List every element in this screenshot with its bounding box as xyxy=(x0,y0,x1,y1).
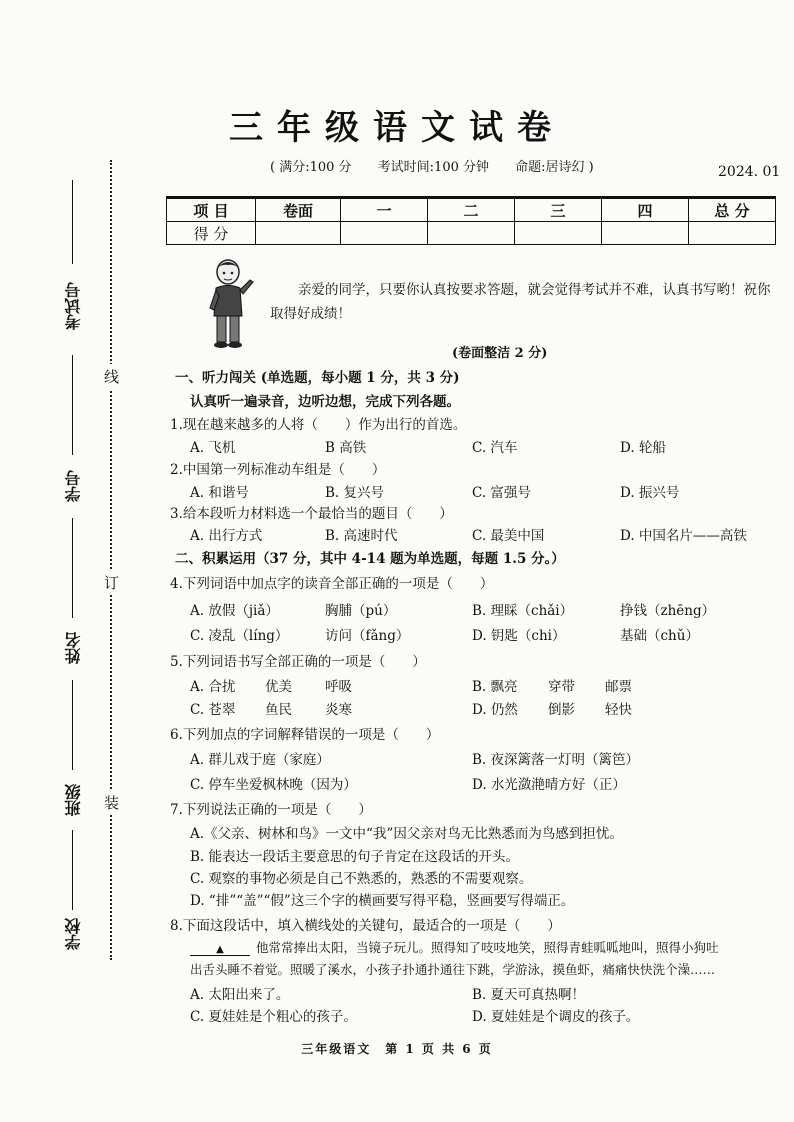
q3-option-a[interactable]: A. 出行方式 xyxy=(190,528,263,544)
student-illustration xyxy=(200,258,256,350)
q7-option-b[interactable]: B. 能表达一段话主要意思的句子肯定在这段话的开头。 xyxy=(190,849,520,865)
exam-date: 2024. 01 xyxy=(718,164,781,180)
score-cell-part4[interactable] xyxy=(602,222,689,245)
q2-option-c[interactable]: C. 富强号 xyxy=(472,485,531,501)
score-cell-part1[interactable] xyxy=(341,222,428,245)
q4-option-b-word2: 挣钱（zhēng） xyxy=(620,603,716,619)
score-header-part4: 四 xyxy=(602,198,689,222)
q6-option-d[interactable]: D. 水光潋滟晴方好（正） xyxy=(472,777,626,793)
class-label: 班级 xyxy=(64,784,83,816)
exam-time: 考试时间:100 分钟 xyxy=(377,160,489,175)
q7-stem: 7.下列说法正确的一项是（ ） xyxy=(170,802,372,818)
q8-blank-marker: ▲ xyxy=(216,944,224,955)
seal-bind-mark: 订 xyxy=(104,570,119,595)
name-line xyxy=(72,518,73,618)
section1-instruction: 认真听一遍录音，边听边想，完成下列各题。 xyxy=(190,394,460,410)
score-header-part3: 三 xyxy=(515,198,602,222)
q5-option-b-word3: 邮票 xyxy=(605,679,632,695)
intro-text: 亲爱的同学，只要你认真按要求答题，就会觉得考试并不难，认真书写哟！祝你取得好成绩！ xyxy=(270,282,771,322)
q6-option-a[interactable]: A. 群儿戏于庭（家庭） xyxy=(190,752,330,768)
q8-blank[interactable] xyxy=(190,940,250,956)
q6-stem: 6.下列加点的字词解释错误的一项是（ ） xyxy=(170,727,440,743)
q3-option-c[interactable]: C. 最美中国 xyxy=(472,528,545,544)
q4-option-a[interactable]: A. 放假（jiǎ） xyxy=(190,603,279,619)
seal-line-mark: 线 xyxy=(104,364,119,389)
section2-title: 二、积累运用（37 分，其中 4-14 题为单选题，每题 1.5 分。） xyxy=(175,551,565,567)
q4-option-d-word2: 基础（chǔ） xyxy=(620,628,699,644)
score-cell-part2[interactable] xyxy=(428,222,515,245)
score-cell-part3[interactable] xyxy=(515,222,602,245)
score-header-total: 总 分 xyxy=(689,198,776,222)
page-title: 三年级语文试卷 xyxy=(229,108,565,148)
student-no-label: 学号 xyxy=(64,470,83,502)
q3-option-d[interactable]: D. 中国名片——高铁 xyxy=(620,528,747,544)
exam-no-line xyxy=(72,180,73,264)
q3-stem: 3.给本段听力材料选一个最恰当的题目（ ） xyxy=(170,506,453,522)
q8-option-d[interactable]: D. 夏娃娃是个调皮的孩子。 xyxy=(472,1009,640,1025)
q5-option-c-word2: 鱼民 xyxy=(265,702,292,718)
section1-title: 一、听力闯关 (单选题，每小题 1 分，共 3 分) xyxy=(175,370,460,386)
school-line xyxy=(72,830,73,910)
q4-option-a-word2: 胸脯（pú） xyxy=(325,603,397,619)
q6-option-b[interactable]: B. 夜深篱落一灯明（篱笆） xyxy=(472,752,640,768)
q2-stem: 2.中国第一列标准动车组是（ ） xyxy=(170,462,386,478)
score-cell-neatness[interactable] xyxy=(256,222,341,245)
q2-option-b[interactable]: B. 复兴号 xyxy=(325,485,385,501)
q5-option-b-word2: 穿带 xyxy=(548,679,575,695)
exam-meta xyxy=(270,156,616,175)
student-no-line xyxy=(72,355,73,455)
q5-option-d[interactable]: D. 仍然 xyxy=(472,702,518,718)
q8-option-c[interactable]: C. 夏娃娃是个粗心的孩子。 xyxy=(190,1009,357,1025)
score-header-neatness: 卷面 xyxy=(256,198,341,222)
q7-option-a[interactable]: A.《父亲、树林和鸟》一文中“我”因父亲对鸟无比熟悉而为鸟感到担忧。 xyxy=(190,826,623,842)
q3-option-b[interactable]: B. 高速时代 xyxy=(325,528,398,544)
score-header-part1: 一 xyxy=(341,198,428,222)
q1-option-b[interactable]: B 高铁 xyxy=(325,440,367,456)
q6-option-c[interactable]: C. 停车坐爱枫林晚（因为） xyxy=(190,777,357,793)
q5-option-a[interactable]: A. 合扰 xyxy=(190,679,236,695)
full-marks: ( 满分:100 分 xyxy=(270,160,352,175)
q5-stem: 5.下列词语书写全部正确的一项是（ ） xyxy=(170,654,426,670)
q8-stem: 8.下面这段话中，填入横线处的关键句，最适合的一项是（ ） xyxy=(170,918,561,934)
q8-passage-line2: 出舌头睡不着觉。照暖了溪水，小孩子扑通扑通往下跳，学游泳，摸鱼虾，痛痛快快洗个澡…… xyxy=(190,962,716,977)
q5-option-c-word3: 炎寒 xyxy=(325,702,352,718)
q5-option-c[interactable]: C. 苍翠 xyxy=(190,702,236,718)
q1-stem: 1.现在越来越多的人将（ ）作为出行的首选。 xyxy=(170,417,467,433)
score-header-item: 项 目 xyxy=(167,198,256,222)
q4-option-c[interactable]: C. 凌乱（líng） xyxy=(190,628,289,644)
q2-option-a[interactable]: A. 和谐号 xyxy=(190,485,249,501)
score-header-part2: 二 xyxy=(428,198,515,222)
score-row-label: 得 分 xyxy=(167,222,256,245)
q5-option-d-word3: 轻快 xyxy=(605,702,632,718)
score-table-header-row xyxy=(167,198,776,222)
q4-option-b[interactable]: B. 理睬（chǎi） xyxy=(472,603,574,619)
q8-passage-line1 xyxy=(190,938,719,956)
q1-option-c[interactable]: C. 汽车 xyxy=(472,440,518,456)
school-label: 学校 xyxy=(64,918,83,950)
seal-fold-mark: 装 xyxy=(104,790,119,815)
score-cell-total[interactable] xyxy=(689,222,776,245)
q5-option-a-word2: 优美 xyxy=(265,679,292,695)
name-label: 姓名 xyxy=(64,632,83,664)
q4-option-d[interactable]: D. 钥匙（chi） xyxy=(472,628,566,644)
q8-option-b[interactable]: B. 夏天可真热啊！ xyxy=(472,987,586,1003)
page-footer: 三年级语文 第 1 页 共 6 页 xyxy=(301,1042,493,1056)
q8-passage-text1: 他常常捧出太阳，当镜子玩儿。照得知了吱吱地笑，照得青蛙呱呱地叫，照得小狗吐 xyxy=(256,940,719,955)
q1-option-a[interactable]: A. 飞机 xyxy=(190,440,236,456)
q7-option-d[interactable]: D. “排”“盖”“假”这三个字的横画要写得平稳，竖画要写得端正。 xyxy=(190,893,575,909)
q5-option-a-word3: 呼吸 xyxy=(325,679,352,695)
q4-stem: 4.下列词语中加点字的读音全部正确的一项是（ ） xyxy=(170,576,494,592)
neatness-note: (卷面整洁 2 分) xyxy=(452,346,548,361)
seal-dotted-line xyxy=(110,160,112,960)
q5-option-b[interactable]: B. 飘亮 xyxy=(472,679,518,695)
q2-option-d[interactable]: D. 振兴号 xyxy=(620,485,680,501)
q5-option-d-word2: 倒影 xyxy=(548,702,575,718)
q7-option-c[interactable]: C. 观察的事物必须是自己不熟悉的，熟悉的不需要观察。 xyxy=(190,871,533,887)
q8-option-a[interactable]: A. 太阳出来了。 xyxy=(190,987,290,1003)
q4-option-c-word2: 访问（fǎng） xyxy=(325,628,410,644)
exam-author: 命题:居诗幻 ) xyxy=(515,160,594,175)
score-table xyxy=(166,196,776,245)
exam-no-label: 考试号 xyxy=(64,282,83,330)
class-line xyxy=(72,680,73,770)
score-table-score-row xyxy=(167,222,776,245)
q1-option-d[interactable]: D. 轮船 xyxy=(620,440,666,456)
